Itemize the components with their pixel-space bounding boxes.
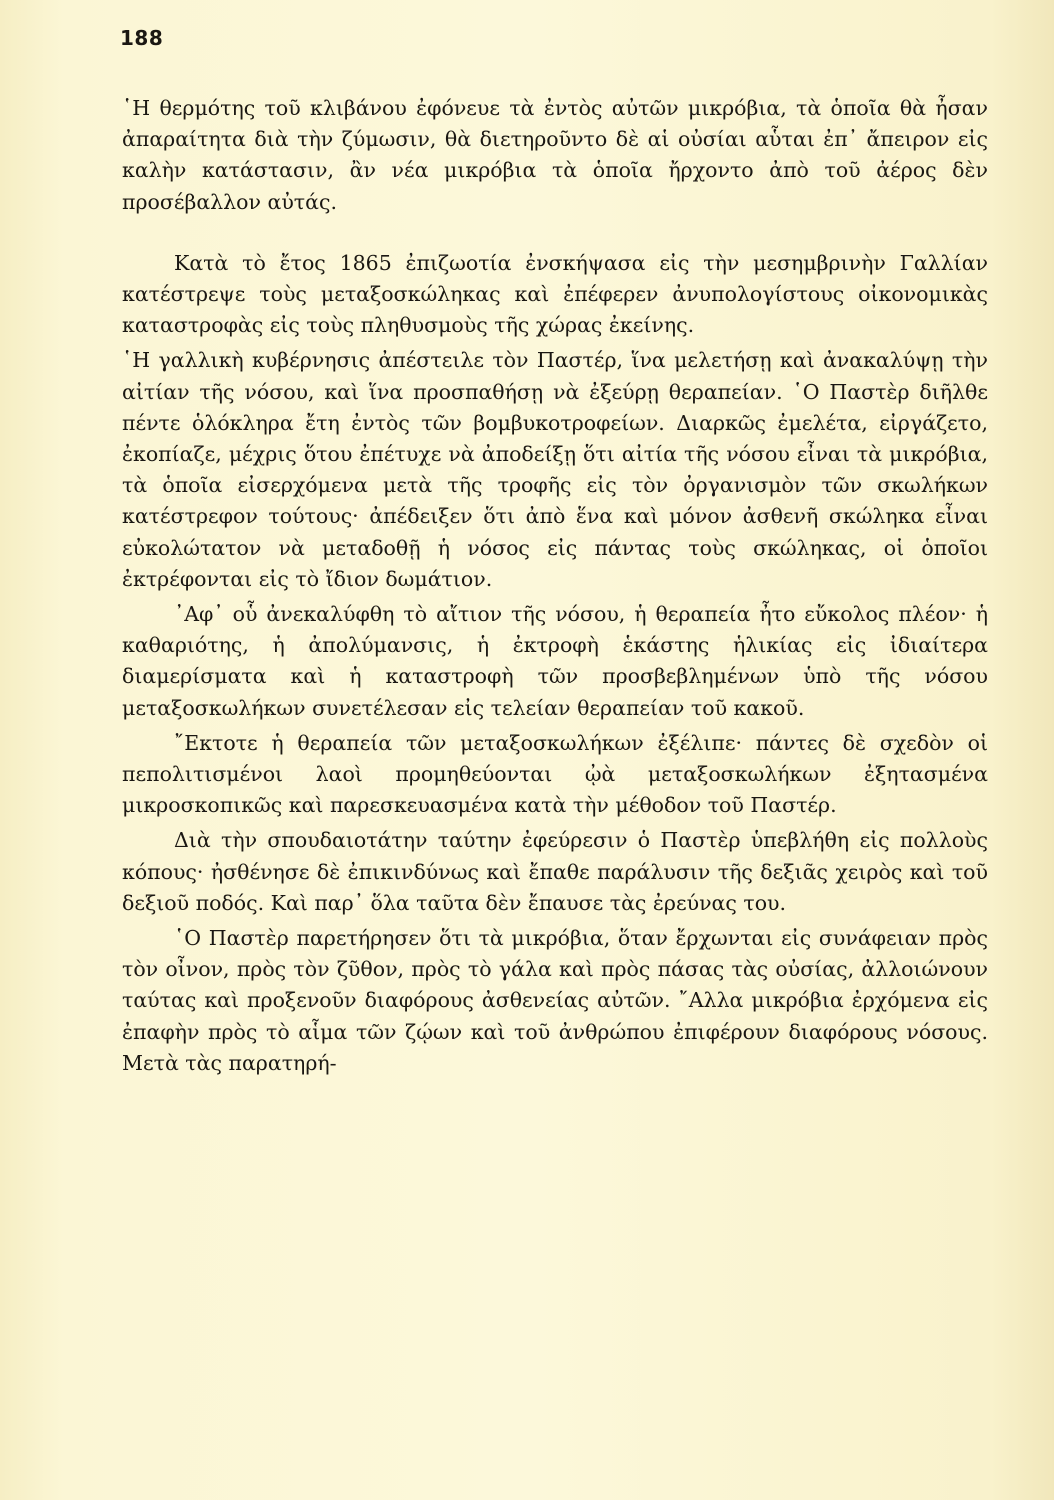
paragraph-2: Κατὰ τὸ ἔτος 1865 ἐπιζωοτία ἐνσκήψασα εἰς τὴν μεσημβρινὴν Γαλλίαν κατέστρεψε τοὺς μεταξοσκώληκας καὶ ἐπέφερεν ἀνυπολογίστους οἰκονομικὰς καταστροφὰς εἰς τοὺς πληθυσμοὺς τῆς χώρας ἐκείνης. <box>122 250 988 338</box>
body-text <box>122 93 988 1079</box>
paragraph-1: ῾Η θερμότης τοῦ κλιβάνου ἐφόνευε τὰ ἐντὸς αὐτῶν μικρόβια, τὰ ὁποῖα θὰ ἦσαν ἀπαραίτητα διὰ τὴν ζύμωσιν, θὰ διετηροῦντο δὲ αἱ οὐσίαι αὗται ἐπ᾿ ἄπειρον εἰς καλὴν κατάστασιν, ἂν νέα μικρόβια τὰ ὁποῖα ἤρχοντο ἀπὸ τοῦ ἀέρος δὲν προσέβαλλον αὐτάς. <box>122 96 988 214</box>
paragraph-4: ᾿Αφ᾿ οὗ ἀνεκαλύφθη τὸ αἴτιον τῆς νόσου, ἡ θεραπεία ἦτο εὔκολος πλέον· ἡ καθαριότης, ἡ ἀπολύμανσις, ἡ ἐκτροφὴ ἑκάστης ἡλικίας εἰς ἰδιαίτερα διαμερίσματα καὶ ἡ καταστροφὴ τῶν προσβεβλημένων ὑπὸ τῆς νόσου μεταξοσκωλήκων συνετέλεσαν εἰς τελείαν θεραπείαν τοῦ κακοῦ. <box>122 602 988 720</box>
paragraph-3: ῾Η γαλλικὴ κυβέρνησις ἀπέστειλε τὸν Παστέρ, ἵνα μελετήσῃ καὶ ἀνακαλύψῃ τὴν αἰτίαν τῆς νόσου, καὶ ἵνα προσπαθήσῃ νὰ ἐξεύρῃ θεραπείαν. ῾Ο Παστὲρ διῆλθε πέντε ὁλόκληρα ἔτη ἐντὸς τῶν βομβυκοτροφείων. Διαρκῶς ἐμελέτα, εἰργάζετο, ἐκοπίαζε, μέχρις ὅτου ἐπέτυχε νὰ ἀποδείξῃ ὅτι αἰτία τῆς νόσου εἶναι τὰ μικρόβια, τὰ ὁποῖα εἰσερχόμενα μετὰ τῆς τροφῆς εἰς τὸν ὀργανισμὸν τῶν σκωλήκων κατέστρεφον τούτους· ἀπέδειξεν ὅτι ἀπὸ ἕνα καὶ μόνον ἀσθενῆ σκώληκα εἶναι εὐκολώτατον νὰ μεταδοθῇ ἡ νόσος εἰς πάντας τοὺς σκώληκας, οἱ ὁποῖοι ἐκτρέφονται εἰς τὸ ἴδιον δωμάτιον. <box>122 348 988 591</box>
page-number: 188 <box>120 26 164 50</box>
paragraph-6: Διὰ τὴν σπουδαιοτάτην ταύτην ἐφεύρεσιν ὁ Παστὲρ ὑπεβλήθη εἰς πολλοὺς κόπους· ἠσθένησε δὲ ἐπικινδύνως καὶ ἔπαθε παράλυσιν τῆς δεξιᾶς χειρὸς καὶ τοῦ δεξιοῦ ποδός. Καὶ παρ᾿ ὅλα ταῦτα δὲν ἔπαυσε τὰς ἐρεύνας του. <box>122 828 988 915</box>
paragraph-5: ῎Εκτοτε ἡ θεραπεία τῶν μεταξοσκωλήκων ἐξέλιπε· πάντες δὲ σχεδὸν οἱ πεπολιτισμένοι λαοὶ προμηθεύονται ᾠὰ μεταξοσκωλήκων ἐξητασμένα μικροσκοπικῶς καὶ παρεσκευασμένα κατὰ τὴν μέθοδον τοῦ Παστέρ. <box>122 730 988 818</box>
paragraph-7: ῾Ο Παστὲρ παρετήρησεν ὅτι τὰ μικρόβια, ὅταν ἔρχωνται εἰς συνάφειαν πρὸς τὸν οἶνον, πρὸς τὸν ζῦθον, πρὸς τὸ γάλα καὶ πρὸς πάσας τὰς οὐσίας, ἀλλοιώνουν ταύτας καὶ προξενοῦν διαφόρους ἀσθενείας αὐτῶν. ῎Αλλα μικρόβια ἐρχόμενα εἰς ἐπαφὴν πρὸς τὸ αἷμα τῶν ζῴων καὶ τοῦ ἀνθρώπου ἐπιφέρουν διαφόρους νόσους. Μετὰ τὰς παρατηρή- <box>122 926 988 1075</box>
